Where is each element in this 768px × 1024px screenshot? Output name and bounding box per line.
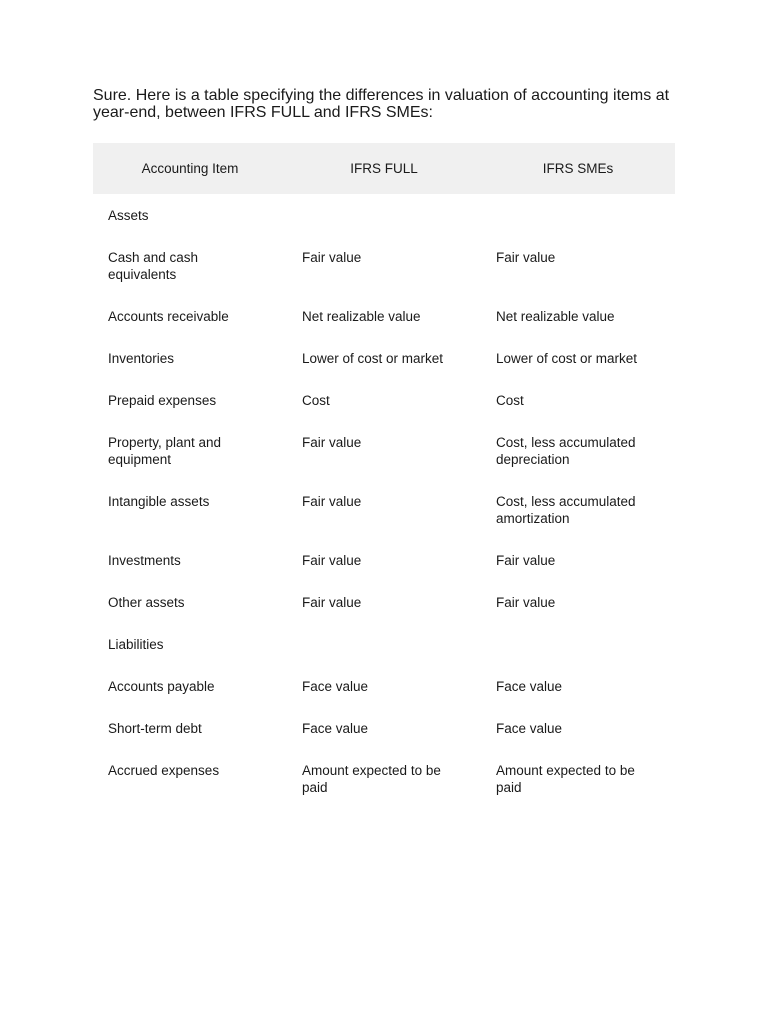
cell-ifrs-smes: Amount expected to be paid xyxy=(496,763,635,795)
header-accounting-item: Accounting Item xyxy=(93,143,287,194)
table-row xyxy=(93,236,675,295)
cell-item: Property, plant and equipment xyxy=(108,435,222,467)
cell-ifrs-full: Fair value xyxy=(302,553,362,568)
cell-ifrs-smes xyxy=(481,623,675,665)
header-row xyxy=(93,143,675,194)
cell-ifrs-full: Fair value xyxy=(302,595,362,610)
table-row xyxy=(93,480,675,539)
table-header xyxy=(93,143,675,194)
cell-ifrs-full xyxy=(287,194,481,236)
cell-ifrs-full: Face value xyxy=(302,721,369,736)
cell-ifrs-smes: Net realizable value xyxy=(496,309,615,324)
cell-ifrs-full: Fair value xyxy=(302,435,362,450)
cell-ifrs-smes: Face value xyxy=(496,679,563,694)
cell-ifrs-full xyxy=(287,623,481,665)
cell-ifrs-smes: Fair value xyxy=(496,250,556,265)
cell-ifrs-full: Face value xyxy=(302,679,369,694)
valuation-table xyxy=(93,143,675,808)
table-body xyxy=(93,194,675,808)
cell-ifrs-smes: Face value xyxy=(496,721,563,736)
cell-item: Other assets xyxy=(108,595,185,610)
table-row xyxy=(93,337,675,379)
cell-item: Assets xyxy=(108,208,149,223)
cell-ifrs-full: Fair value xyxy=(302,250,362,265)
cell-ifrs-smes: Cost xyxy=(496,393,524,408)
table-row xyxy=(93,539,675,581)
cell-item: Short-term debt xyxy=(108,721,202,736)
cell-ifrs-smes xyxy=(481,194,675,236)
header-ifrs-full: IFRS FULL xyxy=(287,143,481,194)
cell-item: Inventories xyxy=(108,351,175,366)
cell-ifrs-smes: Cost, less accumulated depreciation xyxy=(496,435,636,467)
cell-item: Intangible assets xyxy=(108,494,210,509)
table-row xyxy=(93,581,675,623)
header-ifrs-smes: IFRS SMEs xyxy=(481,143,675,194)
cell-item: Cash and cash equivalents xyxy=(108,250,199,282)
table-row xyxy=(93,665,675,707)
cell-ifrs-smes: Fair value xyxy=(496,595,556,610)
cell-item: Prepaid expenses xyxy=(108,393,217,408)
cell-ifrs-smes: Cost, less accumulated amortization xyxy=(496,494,636,526)
table-row xyxy=(93,749,675,808)
table-row xyxy=(93,623,675,665)
cell-ifrs-smes: Lower of cost or market xyxy=(496,351,638,366)
table-row xyxy=(93,421,675,480)
cell-item: Accrued expenses xyxy=(108,763,220,778)
cell-ifrs-full: Cost xyxy=(302,393,330,408)
cell-ifrs-full: Amount expected to be paid xyxy=(302,763,441,795)
cell-ifrs-full: Net realizable value xyxy=(302,309,421,324)
table-row xyxy=(93,707,675,749)
cell-item: Accounts payable xyxy=(108,679,215,694)
table-row xyxy=(93,194,675,236)
cell-item: Accounts receivable xyxy=(108,309,229,324)
cell-ifrs-full: Lower of cost or market xyxy=(302,351,444,366)
table-row xyxy=(93,295,675,337)
intro-paragraph: Sure. Here is a table specifying the differences in valuation of accounting items at year-end, between IFRS FULL and IFRS SMEs: xyxy=(93,87,670,121)
cell-ifrs-full: Fair value xyxy=(302,494,362,509)
cell-item: Investments xyxy=(108,553,181,568)
cell-ifrs-smes: Fair value xyxy=(496,553,556,568)
table-row xyxy=(93,379,675,421)
cell-item: Liabilities xyxy=(108,637,164,652)
